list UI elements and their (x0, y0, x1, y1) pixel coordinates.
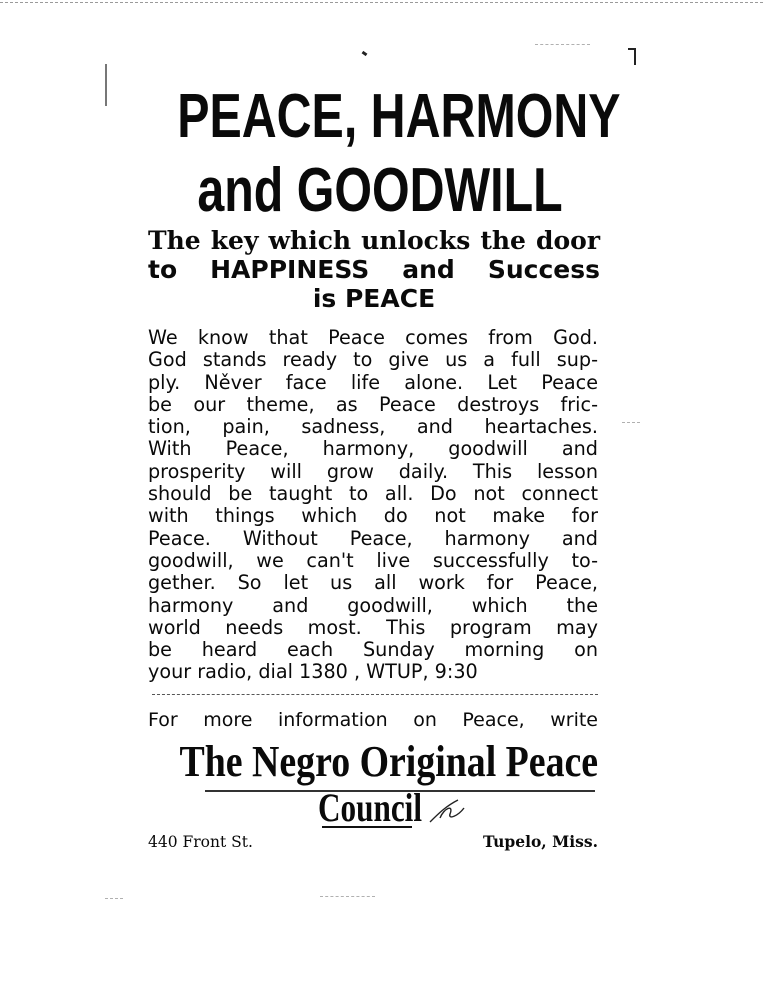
headline-line-2: and GOODWILL (197, 156, 563, 225)
scan-mark (535, 44, 590, 45)
scan-speck (362, 51, 368, 56)
organization-name-council: Council (318, 785, 423, 830)
body-line: gether. So let us all work for Peace, (148, 571, 598, 595)
body-line: God stands ready to give us a full sup- (148, 348, 598, 372)
city-address: Tupelo, Miss. (483, 832, 598, 851)
body-line: should be taught to all. Do not connect (148, 482, 598, 506)
body-line: tion, pain, sadness, and heartaches. (148, 415, 598, 439)
subhead-line-3: is PEACE (312, 284, 436, 313)
scan-edge-top (0, 2, 763, 3)
body-line: world needs most. This program may (148, 615, 598, 639)
body-line: be heard each Sunday morning on (148, 638, 598, 662)
scan-speck (634, 49, 636, 65)
body-line: harmony and goodwill, which the (148, 593, 598, 617)
street-address: 440 Front St. (148, 833, 253, 851)
organization-name: The Negro Original Peace (179, 737, 599, 786)
body-paragraph (148, 327, 598, 684)
body-line: We know that Peace comes from God. (148, 326, 598, 349)
scan-mark (622, 422, 640, 423)
headline-line-1: PEACE, HARMONY (177, 82, 621, 151)
subhead-line-1: The key which unlocks the door (148, 226, 600, 255)
scan-speck (105, 64, 107, 106)
body-line: be our theme, as Peace destroys fric- (148, 392, 598, 416)
body-line: goodwill, we can't live successfully to- (148, 548, 598, 572)
council-underline (322, 826, 412, 828)
body-line: your radio, dial 1380 , WTUP, 9:30 (148, 660, 478, 684)
scan-mark (320, 896, 375, 897)
body-line: ply. Něver face life alone. Let Peace (148, 370, 598, 394)
body-line: With Peace, harmony, goodwill and (148, 437, 598, 461)
pen-flourish-icon (428, 796, 468, 826)
subhead-line-2: to HAPPINESS and Success (148, 255, 600, 284)
divider-rule (152, 694, 598, 695)
scan-mark (105, 898, 123, 899)
body-line: with things which do not make for (148, 504, 598, 528)
info-line: For more information on Peace, write (148, 709, 598, 731)
body-line: prosperity will grow daily. This lesson (148, 459, 598, 483)
body-line: Peace. Without Peace, harmony and (148, 526, 598, 550)
